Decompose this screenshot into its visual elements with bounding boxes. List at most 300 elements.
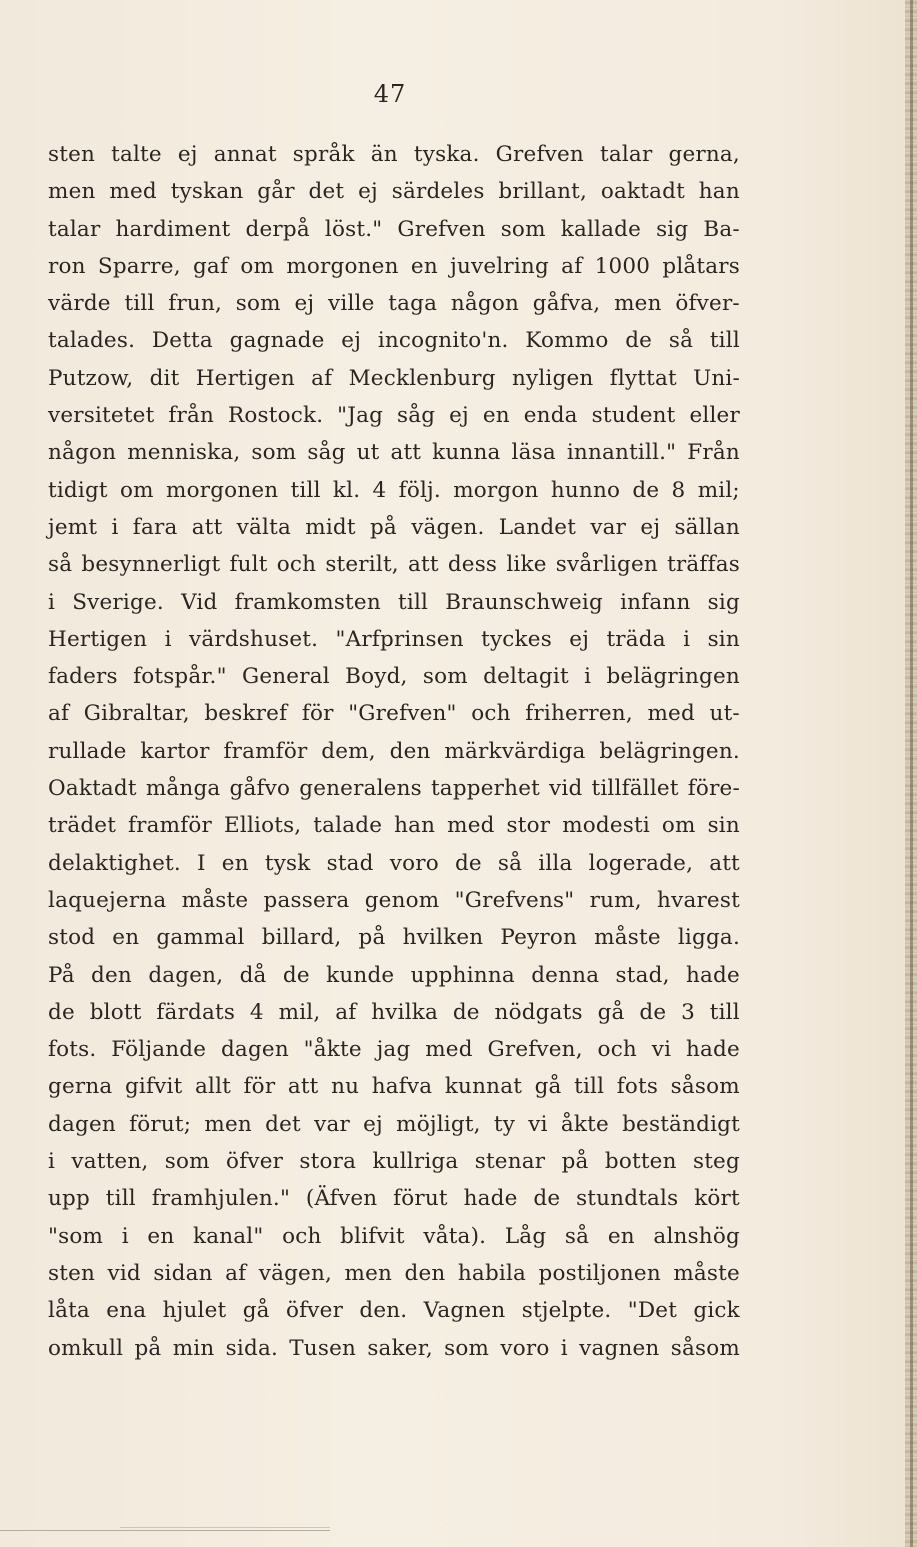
word: af [48,701,70,727]
text-line [48,434,740,471]
word: för [301,701,334,727]
word: belägringen. [599,738,740,764]
text-line [48,919,740,956]
word: frun, [168,291,223,317]
word: möjligt, [396,1111,481,1137]
text-line [48,1292,740,1329]
word: gerna [48,1074,113,1100]
word: ut- [709,701,740,727]
text-line [48,1106,740,1143]
word: 3 [681,999,695,1025]
word: den [404,1260,446,1286]
word: hardiment [115,216,231,242]
word: hade [463,1186,518,1212]
page-edge-shadow [910,0,913,1547]
word: att [287,1074,319,1100]
word: gå [597,999,625,1025]
text-line [48,546,740,583]
word: det [308,179,345,205]
word: omkull [48,1335,124,1361]
word: svårligen [555,552,658,578]
word: laquejerna [48,887,167,913]
word: modesti [562,813,650,839]
word: före- [687,776,740,802]
word: hade [685,1037,740,1063]
word: vi [528,1111,548,1137]
word: passera [263,887,350,913]
text-line [48,211,740,248]
text-line [48,845,740,882]
word: upp [48,1186,90,1212]
word: öfver [226,1149,284,1175]
word: morgonen [166,477,279,503]
word: af [335,999,357,1025]
page-number: 47 [373,80,407,108]
word: stundtals [576,1186,679,1212]
text-line [48,472,740,509]
word: "Grefvens" [454,887,575,913]
word: ena [106,1298,147,1324]
word: ej [294,291,315,317]
word: och [471,701,511,727]
word: jemt [48,514,98,540]
word: På [48,962,75,988]
word: fult [229,552,268,578]
word: med [447,813,495,839]
word: sin [707,626,740,652]
word: sten [48,1260,96,1286]
word: ej [363,1111,383,1137]
word: än [370,142,398,167]
word: upphinna [410,962,515,988]
word: att [390,440,422,466]
word: sin [707,813,740,839]
word: nyligen [511,365,594,391]
word: och [276,552,317,578]
word: på [369,514,397,540]
word: ej [569,626,590,652]
word: en [221,850,249,876]
text-line [48,360,740,397]
word: Uni- [693,365,740,391]
word: en [112,925,140,951]
word: "Jag [337,403,384,429]
word: morgon [453,477,539,503]
word: Peyron [500,925,578,951]
word: Hertigen [195,365,295,391]
bottom-rule-secondary [120,1527,330,1528]
word: dagen [48,1111,116,1137]
word: till [105,1186,136,1212]
word: sida. [225,1335,278,1361]
word: språk [292,142,355,167]
word: Sparre, [97,253,181,279]
word: gå [242,1298,270,1324]
word: Landet [498,514,577,540]
word: följ. [398,477,441,503]
word: såsom [670,1074,740,1100]
word: 8 [671,477,686,503]
word: vi [651,1037,672,1063]
word: stjelpte. [521,1298,612,1324]
word: om [661,813,696,839]
word: måste [181,887,249,913]
text-line [48,994,740,1031]
word: hvarest [657,887,740,913]
word: deltagit [483,664,569,690]
word: värdshuset. [189,626,319,652]
word: såg [396,403,436,429]
word: rullade [48,738,127,764]
word: på [358,925,386,951]
word: annat [213,142,277,167]
word: Elliots, [223,813,302,839]
word: nu [331,1074,360,1100]
word: kanal" [193,1223,264,1249]
word: en [607,1223,635,1249]
word: kullriga [372,1149,459,1175]
word: illa [538,850,573,876]
word: och [282,1223,322,1249]
word: för [243,1074,276,1100]
word: delaktighet. [48,850,181,876]
word: de [454,850,482,876]
word: såsom [670,1335,740,1361]
word: ej [640,514,661,540]
word: "Arfprinsen [335,626,464,652]
word: gaf [192,253,229,279]
word: tysk [264,850,311,876]
word: vägen, [258,1260,333,1286]
text-line [48,807,740,844]
word: hade [685,962,740,988]
word: "som [48,1223,104,1249]
word: I [197,850,206,876]
word: i [111,514,119,540]
word: på [134,1335,162,1361]
word: Vagnen [423,1298,506,1324]
text-line [48,584,740,621]
word: voro [389,850,439,876]
word: plåtars [662,253,740,279]
word: talar [600,142,653,167]
word: jag [376,1037,411,1063]
word: i [683,626,691,652]
word: de [639,999,667,1025]
word: framför [128,813,213,839]
word: en [410,253,438,279]
word: så [668,328,694,354]
word: hvilka [371,999,439,1025]
word: faders [48,664,118,690]
word: tapperhet [430,776,540,802]
word: ty [493,1111,516,1137]
word: trädet [48,813,117,839]
word: till [574,1074,605,1100]
word: måste [673,1260,740,1286]
word: vid [107,1260,141,1286]
word: stod [48,925,96,951]
word: student [591,403,676,429]
word: derpå [245,216,310,242]
word: låta [48,1298,90,1324]
text-line [48,1255,740,1292]
word: tyckes [481,626,552,652]
word: Följande [111,1037,207,1063]
word: till [124,291,155,317]
word: som [444,1335,490,1361]
word: någon [450,291,520,317]
word: gammal [156,925,245,951]
word: fots [616,1074,659,1100]
word: midt [305,514,356,540]
word: taga [388,291,438,317]
word: såg [307,440,346,466]
word: läsa [511,440,556,466]
word: Braunschweig [445,589,603,615]
word: Grefven [397,216,486,242]
word: det [265,1111,301,1137]
word: Putzow, [48,365,134,391]
text-line [48,1031,740,1068]
word: min [172,1335,215,1361]
word: ej [449,403,469,429]
word: om [120,477,154,503]
word: dess [447,552,498,578]
word: Kommo [525,328,609,354]
word: stor [506,813,551,839]
word: förut; [129,1111,192,1137]
word: 4 [372,477,387,503]
word: ej [358,179,378,205]
word: gerna, [668,142,740,167]
word: då [239,962,267,988]
word: åkte [560,1111,609,1137]
word: från [168,403,215,429]
word: hunno [550,477,621,503]
word: af [561,253,583,279]
text-line [48,882,740,919]
word: de [632,477,660,503]
word: infann [620,589,691,615]
word: i [164,626,172,652]
word: oaktadt [600,179,685,205]
body-text [48,136,740,1367]
word: med [109,179,157,205]
text-line [48,173,740,210]
word: kunnat [444,1074,523,1100]
word: Sverige. [72,589,164,615]
word: billard, [261,925,342,951]
word: kunna [432,440,501,466]
word: som [235,291,281,317]
word: allt [194,1074,231,1100]
word: dem, [321,738,376,764]
word: den [389,738,431,764]
word: Ba- [703,216,740,242]
word: så [497,850,523,876]
word: som [500,216,546,242]
word: förut [393,1186,448,1212]
word: värde [48,291,111,317]
word: tyska. [413,142,480,167]
word: till [709,999,740,1025]
word: gagnade [229,328,325,354]
word: i [48,1149,56,1175]
word: 4 [249,999,264,1025]
word: fotspår." [133,664,227,690]
text-line [48,1330,740,1367]
word: kl. [332,477,361,503]
word: "Det [627,1298,678,1324]
word: morgonen [286,253,399,279]
word: våta). [423,1223,487,1249]
word: Från [687,440,740,466]
word: och [597,1037,637,1063]
word: med [647,701,695,727]
word: hjulet [162,1298,227,1324]
text-line [48,285,740,322]
text-line [48,136,740,173]
word: välta [236,514,291,540]
word: nödgats [494,999,583,1025]
word: till [709,328,740,354]
word: var [314,1111,350,1137]
word: Grefven [495,142,584,167]
text-line [48,658,740,695]
word: som [164,1149,210,1175]
word: belägringen [606,664,740,690]
word: att [407,552,439,578]
text-line [48,957,740,994]
word: brillant, [498,179,588,205]
word: den [91,962,132,988]
word: voro [500,1335,550,1361]
word: någon [48,440,117,466]
word: talar [48,216,101,242]
word: mil; [697,477,740,503]
word: sidan [153,1260,213,1286]
word: men [344,1260,393,1286]
word: besynnerligt [81,552,221,578]
word: sig [707,589,740,615]
text-line [48,1143,740,1180]
word: så [48,552,73,578]
word: talte [111,142,162,167]
text-line [48,322,740,359]
word: Oaktadt [48,776,137,802]
word: löst." [324,216,383,242]
word: sällan [674,514,740,540]
word: går [257,179,295,205]
word: var [590,514,627,540]
word: enda [523,403,578,429]
word: gick [693,1298,740,1324]
word: mil, [278,999,321,1025]
word: men [48,179,96,205]
word: till [398,589,429,615]
word: blott [89,999,142,1025]
word: flyttat [609,365,677,391]
word: de [533,1186,561,1212]
word: stad, [615,962,670,988]
word: men [204,1111,252,1137]
word: friherren, [525,701,633,727]
word: Hertigen [48,626,148,652]
word: gå [534,1074,562,1100]
text-line [48,733,740,770]
word: denna [531,962,600,988]
text-line [48,1068,740,1105]
word: han [698,179,740,205]
word: eller [689,403,740,429]
word: logerade, [588,850,694,876]
word: tillfället [591,776,679,802]
word: dit [149,365,180,391]
word: gåfvo [229,776,291,802]
word: Låg [504,1223,547,1249]
word: märkvärdiga [444,738,586,764]
word: talades. [48,328,136,354]
word: "Grefven" [348,701,457,727]
word: saker, [367,1335,433,1361]
word: alnshög [653,1223,740,1249]
word: innantill." [566,440,677,466]
word: en [482,403,510,429]
word: af [311,365,333,391]
word: tidigt [48,477,108,503]
word: Boyd, [345,664,408,690]
word: framhjulen." [151,1186,291,1212]
word: stenar [474,1149,546,1175]
word: gåfva, [532,291,601,317]
word: hafva [371,1074,433,1100]
word: särdeles [391,179,485,205]
word: de [625,328,653,354]
word: vägen. [411,514,485,540]
word: fara [132,514,178,540]
word: ej [341,328,362,354]
word: de [452,999,480,1025]
word: like [506,552,547,578]
word: habila [457,1260,527,1286]
word: Vid [181,589,218,615]
word: som [422,664,468,690]
word: färdats [156,999,236,1025]
word: sten [48,142,96,167]
text-line [48,1218,740,1255]
word: postiljonen [538,1260,661,1286]
word: på [561,1149,589,1175]
word: kartor [140,738,210,764]
word: versitetet [48,403,155,429]
word: kört [694,1186,740,1212]
word: ut [356,440,380,466]
word: om [240,253,275,279]
word: Detta [151,328,213,354]
word: dagen, [148,962,224,988]
text-line [48,621,740,658]
text-line [48,397,740,434]
text-line [48,695,740,732]
word: i [121,1223,129,1249]
word: dagen [220,1037,289,1063]
word: kunde [326,962,395,988]
word: General [241,664,330,690]
word: beständigt [622,1111,740,1137]
word: Mecklenburg [348,365,496,391]
word: fots. [48,1037,97,1063]
